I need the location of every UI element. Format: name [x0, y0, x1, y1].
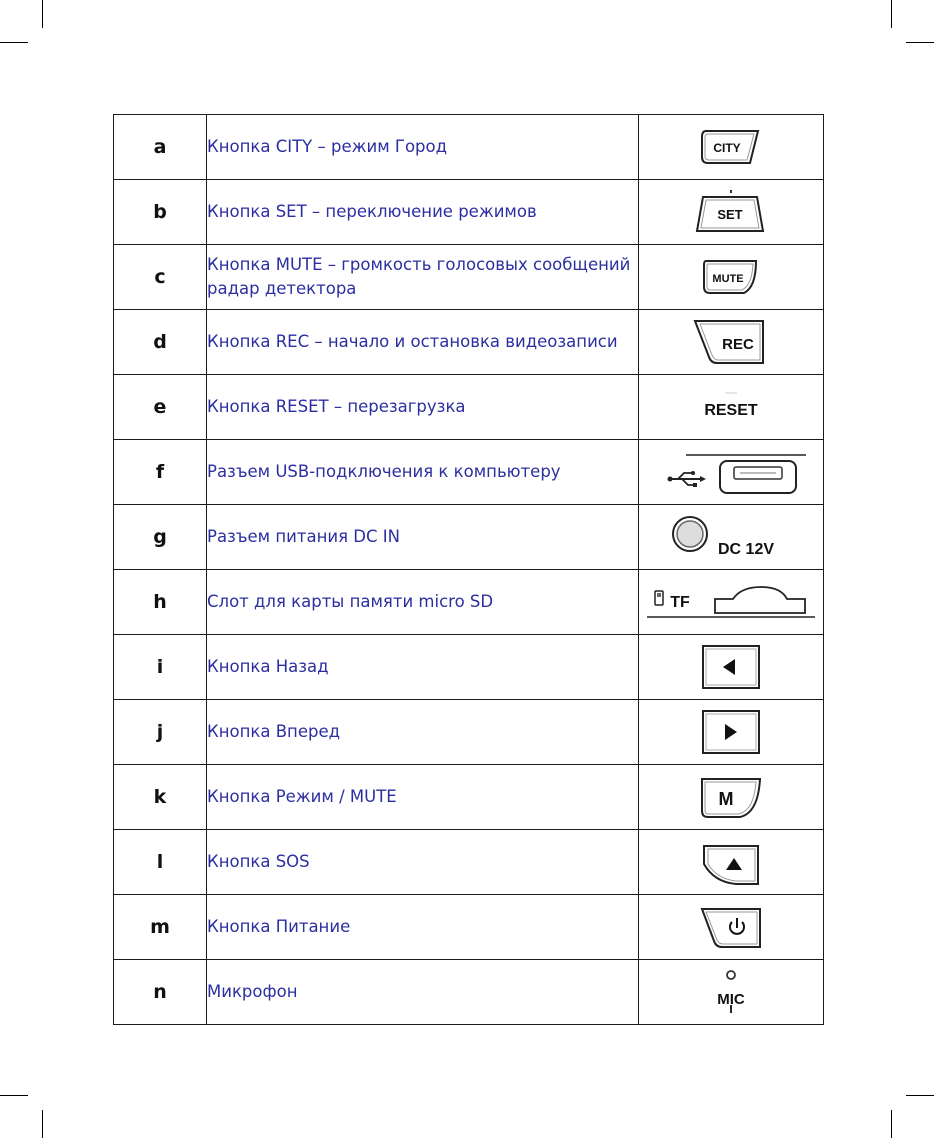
table-row: [114, 635, 824, 700]
table-row: [114, 440, 824, 505]
table-row: [114, 310, 824, 375]
rec-button-icon: [691, 315, 771, 369]
row-description: Кнопка SOS: [207, 830, 639, 895]
row-description: Кнопка CITY – режим Город: [207, 115, 639, 180]
crop-mark: [0, 1095, 28, 1096]
row-letter: g: [114, 505, 207, 570]
table-row: [114, 505, 824, 570]
usb-port-icon: [656, 447, 806, 497]
city-button-icon: [698, 127, 764, 167]
svg-text:TF: TF: [670, 594, 690, 611]
row-letter: m: [114, 895, 207, 960]
row-letter: c: [114, 245, 207, 310]
table-row: [114, 895, 824, 960]
controls-table: [113, 114, 824, 1025]
crop-mark: [0, 42, 28, 43]
row-description: Разъем питания DC IN: [207, 505, 639, 570]
row-description: Кнопка REC – начало и остановка видеозаписи: [207, 310, 639, 375]
crop-mark: [891, 0, 892, 28]
row-description: Кнопка SET – переключение режимов: [207, 180, 639, 245]
row-description: Кнопка Вперед: [207, 700, 639, 765]
dc-power-jack-icon: [666, 512, 796, 562]
svg-text:SET: SET: [717, 207, 743, 222]
row-description: Кнопка Режим / MUTE: [207, 765, 639, 830]
table-row: [114, 115, 824, 180]
row-letter: j: [114, 700, 207, 765]
row-letter: h: [114, 570, 207, 635]
svg-text:M: M: [718, 789, 734, 809]
row-letter: a: [114, 115, 207, 180]
row-letter: n: [114, 960, 207, 1025]
row-letter: b: [114, 180, 207, 245]
row-description: Кнопка RESET – перезагрузка: [207, 375, 639, 440]
row-description: Слот для карты памяти micro SD: [207, 570, 639, 635]
row-letter: i: [114, 635, 207, 700]
table-row: [114, 180, 824, 245]
tf-card-slot-icon: [645, 577, 817, 627]
svg-text:RESET: RESET: [704, 402, 758, 419]
mode-m-button-icon: [698, 773, 764, 821]
row-letter: e: [114, 375, 207, 440]
set-button-icon: [693, 187, 769, 237]
microphone-icon: [706, 965, 756, 1019]
table-row: [114, 830, 824, 895]
sos-triangle-button-icon: [700, 838, 762, 886]
svg-text:DC 12V: DC 12V: [717, 541, 775, 558]
row-letter: f: [114, 440, 207, 505]
table-row: [114, 375, 824, 440]
forward-arrow-button-icon: [701, 709, 761, 755]
crop-mark: [42, 1110, 43, 1138]
reset-label-icon: [691, 387, 771, 427]
row-letter: d: [114, 310, 207, 375]
table-row: [114, 960, 824, 1025]
crop-mark: [906, 1095, 934, 1096]
svg-text:MUTE: MUTE: [712, 273, 744, 285]
svg-text:MIC: MIC: [717, 991, 745, 1008]
row-description: Микрофон: [207, 960, 639, 1025]
svg-text:CITY: CITY: [713, 141, 741, 155]
table-row: [114, 765, 824, 830]
table-row: [114, 700, 824, 765]
row-description: Кнопка Питание: [207, 895, 639, 960]
row-letter: l: [114, 830, 207, 895]
back-arrow-button-icon: [701, 644, 761, 690]
crop-mark: [42, 0, 43, 28]
crop-mark: [891, 1110, 892, 1138]
svg-text:REC: REC: [722, 336, 754, 353]
row-description: Кнопка MUTE – громкость голосовых сообщений радар детектора: [207, 245, 639, 310]
row-description: Кнопка Назад: [207, 635, 639, 700]
crop-mark: [906, 42, 934, 43]
row-letter: k: [114, 765, 207, 830]
row-description: Разъем USB-подключения к компьютеру: [207, 440, 639, 505]
table-row: [114, 570, 824, 635]
mute-button-icon: [700, 255, 762, 299]
table-row: [114, 245, 824, 310]
power-button-icon: [698, 903, 764, 951]
